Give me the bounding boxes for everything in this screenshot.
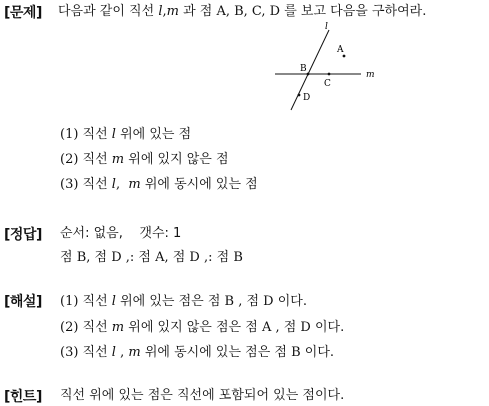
question-comma: , [162,4,167,19]
problem-item-1 [60,127,191,143]
problem-question [58,4,426,20]
item-text: (3) 직선 [60,177,112,192]
item-var: m [111,320,125,335]
hint-tag: [힌트] [4,389,42,405]
item-text: , [115,345,129,360]
item-var: l [111,345,116,360]
figure-label-a: A [337,45,344,55]
item-text: , [115,177,129,192]
item-text: 위에 있지 않은 점 [124,152,229,167]
item-text: 위에 있는 점은 점 B , 점 D 이다. [115,294,307,309]
item-var: m [128,345,141,360]
line-l-var: l [158,4,163,19]
point-d [298,94,301,97]
item-var: l [111,127,116,142]
item-var: m [111,152,125,167]
item-text: (1) 직선 [60,294,112,309]
item-text: 위에 동시에 있는 점은 점 B 이다. [140,345,335,360]
item-text: (1) 직선 [60,127,112,142]
item-var: m [128,177,141,192]
point-c [328,73,331,76]
item-text: (2) 직선 [60,320,112,335]
answer-line-1: 순서: 없음, 갯수: 1 [60,226,182,241]
item-text: (3) 직선 [60,345,112,360]
line-m-var: m [166,4,179,19]
problem-tag: [문제] [4,5,42,21]
answer-tag: [정답] [4,227,42,243]
lines-figure [265,22,395,122]
explanation-item-2 [60,320,344,336]
item-text: 위에 있지 않은 점은 점 A , 점 D 이다. [124,320,345,335]
item-var: l [111,294,116,309]
figure-label-m: m [366,70,375,80]
figure-label-b: B [300,64,307,74]
item-text: (2) 직선 [60,152,112,167]
problem-item-2 [60,152,229,168]
explanation-item-1 [60,294,307,310]
figure-label-c: C [324,79,331,89]
answer-line-2: 점 B, 점 D ,: 점 A, 점 D ,: 점 B [60,250,243,265]
point-a [343,55,346,58]
explanation-item-3 [60,345,334,361]
problem-item-3 [60,177,258,193]
explanation-tag: [해설] [4,294,42,310]
item-var: l [111,177,116,192]
item-text: 위에 있는 점 [115,127,192,142]
item-text: 위에 동시에 있는 점 [140,177,258,192]
point-b [307,73,310,76]
question-text-pre: 다음과 같이 직선 [58,4,159,19]
question-text-post: 과 점 A, B, C, D 를 보고 다음을 구하여라. [178,4,427,19]
figure-label-d: D [303,93,311,103]
hint-text: 직선 위에 있는 점은 직선에 포함되어 있는 점이다. [60,388,345,403]
figure-label-l: l [325,22,328,32]
